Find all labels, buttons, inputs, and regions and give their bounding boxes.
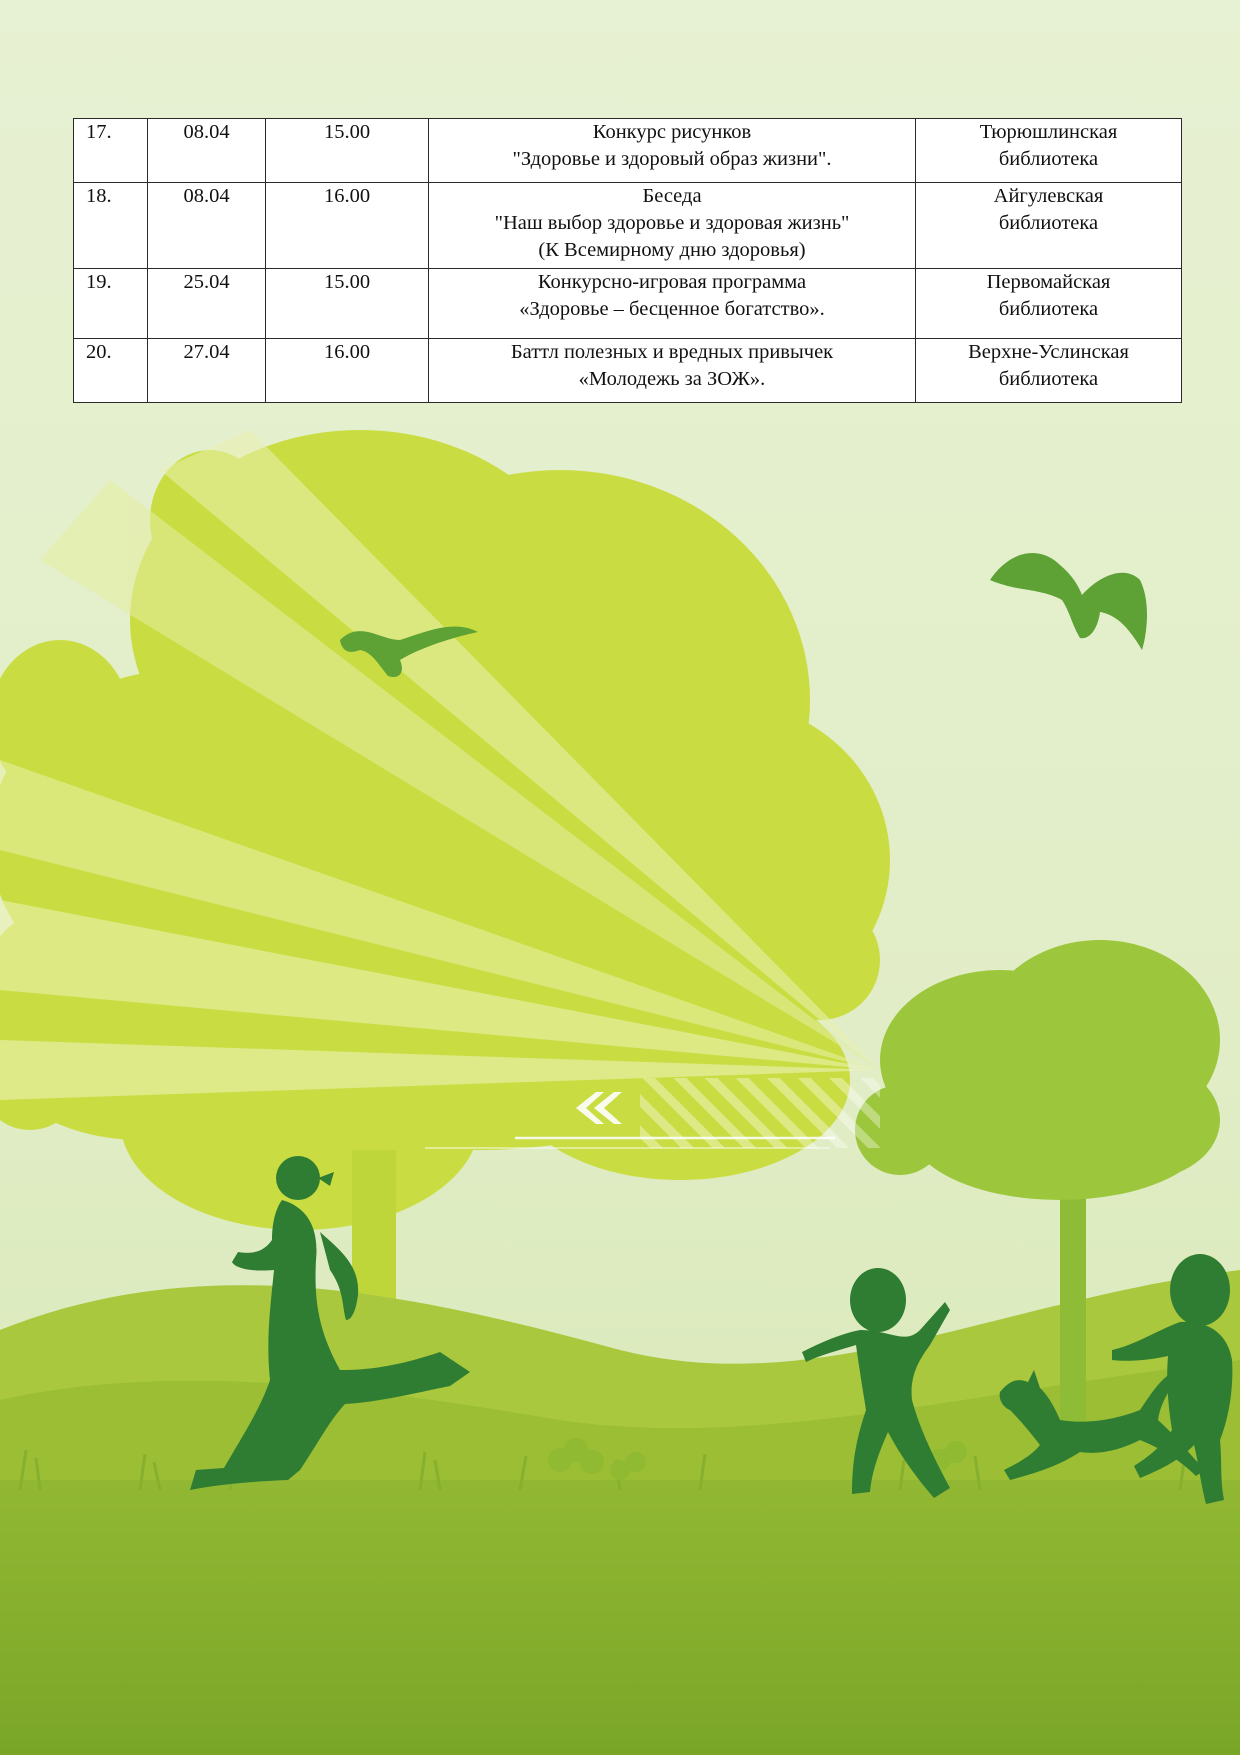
- library-line: Первомайская: [986, 271, 1111, 293]
- table-row: [74, 183, 1182, 269]
- time-cell: 15.00: [266, 119, 429, 183]
- library-cell: [916, 183, 1182, 269]
- row-number-cell: 20.: [74, 339, 148, 403]
- library-line: библиотека: [998, 212, 1099, 234]
- library-line: Айгулевская: [993, 185, 1104, 207]
- library-line: библиотека: [998, 368, 1099, 390]
- event-line: (К Всемирному дню здоровья): [538, 239, 806, 261]
- library-cell: [916, 119, 1182, 183]
- event-cell: [429, 269, 916, 339]
- row-number-cell: 18.: [74, 183, 148, 269]
- event-cell: [429, 119, 916, 183]
- event-line: "Здоровье и здоровый образ жизни".: [512, 148, 832, 170]
- event-line: Конкурсно-игровая программа: [537, 271, 807, 293]
- library-cell: [916, 269, 1182, 339]
- event-line: Конкурс рисунков: [592, 121, 752, 143]
- library-cell: [916, 339, 1182, 403]
- events-schedule-table: [73, 118, 1182, 403]
- schedule-body: [74, 119, 1182, 403]
- ground: [0, 1480, 1240, 1755]
- event-line: «Молодежь за ЗОЖ».: [578, 368, 766, 390]
- event-cell: [429, 339, 916, 403]
- library-line: Верхне-Услинская: [968, 341, 1129, 363]
- time-cell: 16.00: [266, 183, 429, 269]
- event-line: Баттл полезных и вредных привычек: [510, 341, 834, 363]
- date-cell: 27.04: [148, 339, 266, 403]
- library-line: библиотека: [998, 298, 1099, 320]
- row-number-cell: 17.: [74, 119, 148, 183]
- event-line: "Наш выбор здоровье и здоровая жизнь": [494, 212, 850, 234]
- row-number-cell: 19.: [74, 269, 148, 339]
- event-line: Беседа: [642, 185, 702, 207]
- time-cell: 15.00: [266, 269, 429, 339]
- date-cell: 25.04: [148, 269, 266, 339]
- event-line: «Здоровье – бесценное богатство».: [519, 298, 825, 320]
- table-row: [74, 339, 1182, 403]
- library-line: Тюрюшлинская: [979, 121, 1118, 143]
- table-row: [74, 119, 1182, 183]
- date-cell: 08.04: [148, 119, 266, 183]
- event-cell: [429, 183, 916, 269]
- table-row: [74, 269, 1182, 339]
- library-line: библиотека: [998, 148, 1099, 170]
- date-cell: 08.04: [148, 183, 266, 269]
- time-cell: 16.00: [266, 339, 429, 403]
